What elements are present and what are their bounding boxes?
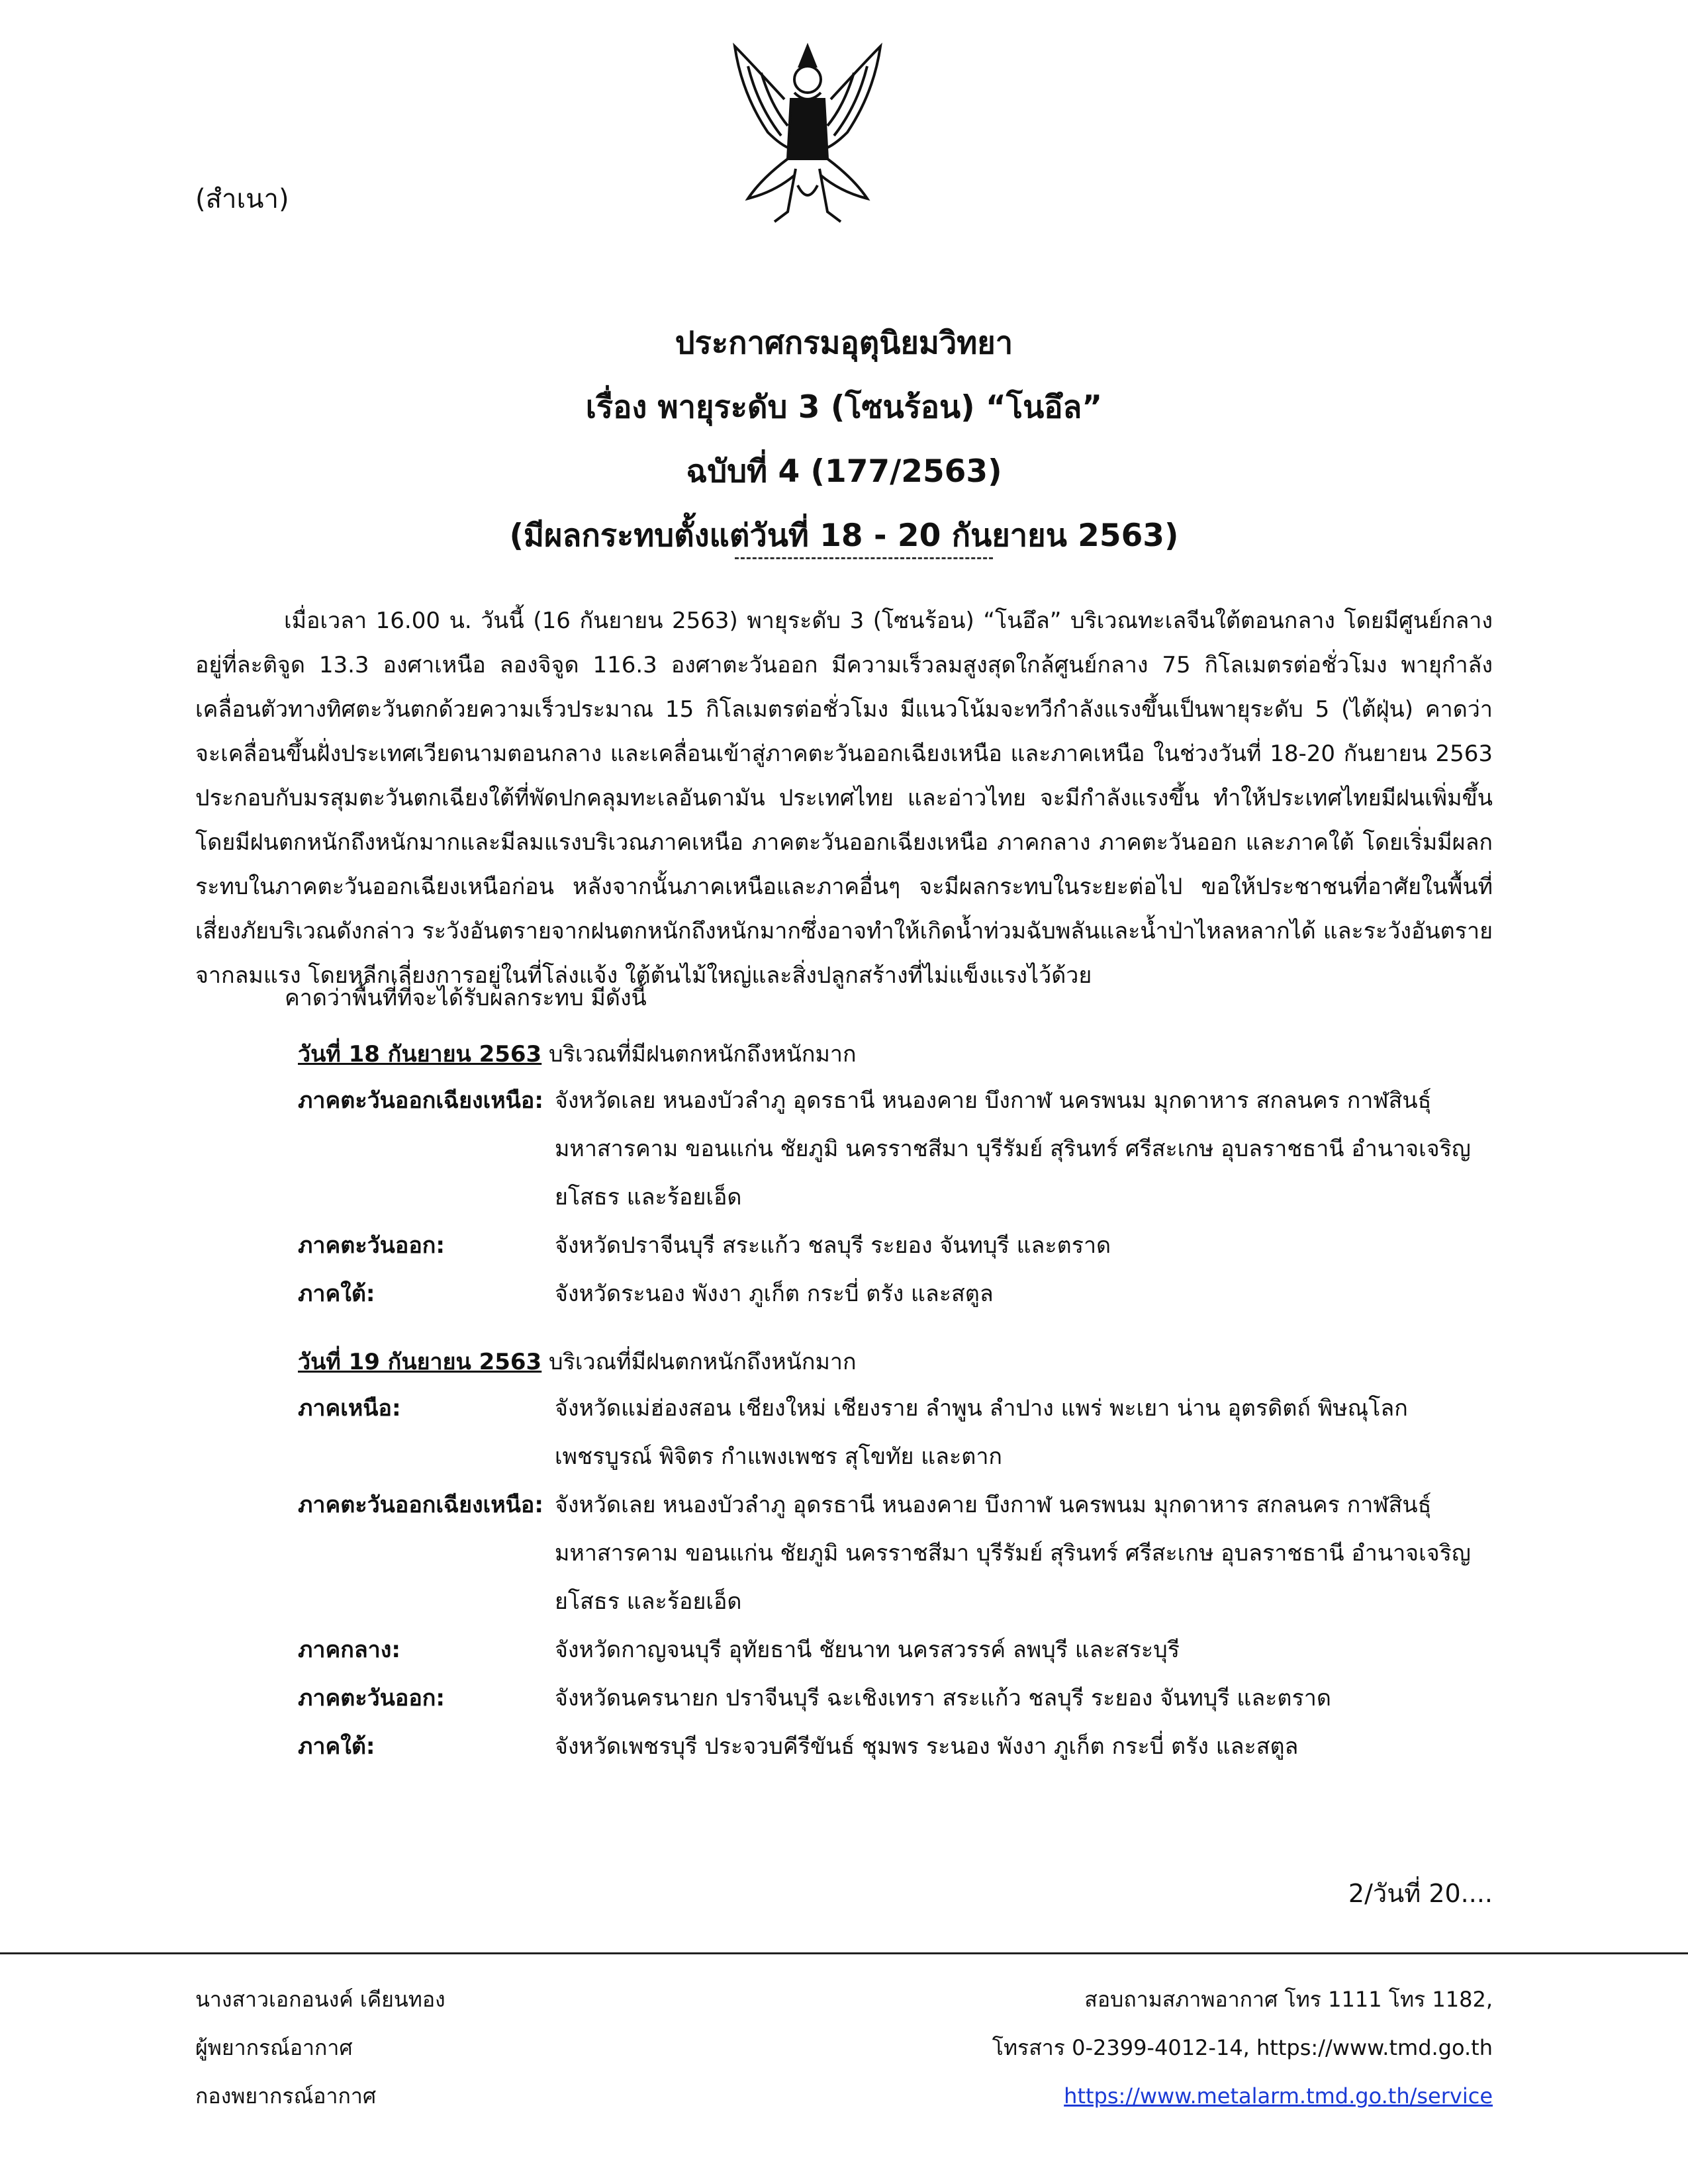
title-block <box>0 311 1688 568</box>
footer-divider <box>0 1952 1688 1954</box>
region-name: ภาคใต้: <box>298 1733 375 1760</box>
region-row <box>298 1270 1489 1318</box>
next-page-indicator: 2/วันที่ 20.... <box>1348 1879 1493 1908</box>
dashed-divider <box>735 557 993 559</box>
day-section-18 <box>298 1032 1489 1318</box>
region-provinces: จังหวัดเลย หนองบัวลำภู อุดรธานี หนองคาย บึงกาฬ นครพนม มุกดาหาร สกลนคร กาฬสินธุ์ มหาสารคาม ขอนแก่น ชัยภูมิ นครราชสีมา บุรีรัมย์ สุรินทร์ ศรีสะเกษ อุบลราชธานี อำนาจเจริญ ยโสธร และร้อยเอ็ด <box>555 1492 1471 1615</box>
region-row <box>298 1077 1489 1222</box>
region-row <box>298 1222 1489 1270</box>
copy-label: (สำเนา) <box>195 184 289 214</box>
main-paragraph: เมื่อเวลา 16.00 น. วันนี้ (16 กันยายน 2563) พายุระดับ 3 (โซนร้อน) “โนอึล” บริเวณทะเลจีนใต้ตอนกลาง โดยมีศูนย์กลางอยู่ที่ละติจูด 13.3 องศาเหนือ ลองจิจูด 116.3 องศาตะวันออก มีความเร็วลมสูงสุดใกล้ศูนย์กลาง 75 กิโลเมตรต่อชั่วโมง พายุกำลังเคลื่อนตัวทางทิศตะวันตกด้วยความเร็วประมาณ 15 กิโลเมตรต่อชั่วโมง มีแนวโน้มจะทวีกำลังแรงขึ้นเป็นพายุระดับ 5 (ไต้ฝุ่น) คาดว่า จะเคลื่อนขึ้นฝั่งประเทศเวียดนามตอนกลาง และเคลื่อนเข้าสู่ภาคตะวันออกเฉียงเหนือ และภาคเหนือ ในช่วงวันที่ 18-20 กันยายน 2563 ประกอบกับมรสุมตะวันตกเฉียงใต้ที่พัดปกคลุมทะเลอันดามัน ประเทศไทย และอ่าวไทย จะมีกำลังแรงขึ้น ทำให้ประเทศไทยมีฝนเพิ่มขึ้น โดยมีฝนตกหนักถึงหนักมากและมีลมแรงบริเวณภาคเหนือ ภาคตะวันออกเฉียงเหนือ ภาคกลาง ภาคตะวันออก และภาคใต้ โดยเริ่มมีผลกระทบในภาคตะวันออกเฉียงเหนือก่อน หลังจากนั้นภาคเหนือและภาคอื่นๆ จะมีผลกระทบในระยะต่อไป ขอให้ประชาชนที่อาศัยในพื้นที่เสี่ยงภัยบริเวณดังกล่าว ระวังอันตรายจากฝนตกหนักถึงหนักมากซึ่งอาจทำให้เกิดน้ำท่วมฉับพลันและน้ำป่าไหลหลากได้ และระวังอันตรายจากลมแรง โดยหลีกเลี่ยงการอยู่ในที่โล่งแจ้ง ใต้ต้นไม้ใหญ่และสิ่งปลูกสร้างที่ไม่แข็งแรงไว้ด้วย <box>195 608 1493 989</box>
day-description: บริเวณที่มีฝนตกหนักถึงหนักมาก <box>541 1041 857 1068</box>
contact-fax-website: โทรสาร 0-2399-4012-14, https://www.tmd.go.th <box>992 2035 1493 2060</box>
region-name: ภาคกลาง: <box>298 1637 400 1663</box>
region-row <box>298 1481 1489 1626</box>
region-provinces: จังหวัดแม่ฮ่องสอน เชียงใหม่ เชียงราย ลำพูน ลำปาง แพร่ พะเยา น่าน อุตรดิตถ์ พิษณุโลก เพชรบูรณ์ พิจิตร กำแพงเพชร สุโขทัย และตาก <box>555 1395 1408 1470</box>
day-section-19 <box>298 1340 1489 1771</box>
region-row <box>298 1385 1489 1481</box>
region-provinces: จังหวัดนครนายก ปราจีนบุรี ฉะเชิงเทรา สระแก้ว ชลบุรี ระยอง จันทบุรี และตราด <box>555 1685 1331 1711</box>
forecaster-position: ผู้พยากรณ์อากาศ <box>195 2035 353 2060</box>
announcement-title: ประกาศกรมอุตุนิยมวิทยา <box>675 325 1013 361</box>
footer-contact <box>992 1976 1493 2120</box>
region-row <box>298 1723 1489 1771</box>
day-description: บริเวณที่มีฝนตกหนักถึงหนักมาก <box>541 1349 857 1375</box>
announcement-subject: เรื่อง พายุระดับ 3 (โซนร้อน) “โนอึล” <box>585 389 1103 426</box>
region-name: ภาคตะวันออกเฉียงเหนือ: <box>298 1492 543 1518</box>
day-date: วันที่ 19 กันยายน 2563 <box>298 1349 542 1375</box>
region-name: ภาคตะวันออกเฉียงเหนือ: <box>298 1087 543 1114</box>
affected-areas-intro: คาดว่าพื้นที่ที่จะได้รับผลกระทบ มีดังนี้ <box>285 985 647 1011</box>
region-provinces: จังหวัดเพชรบุรี ประจวบคีรีขันธ์ ชุมพร ระนอง พังงา ภูเก็ต กระบี่ ตรัง และสตูล <box>555 1733 1299 1760</box>
region-name: ภาคตะวันออก: <box>298 1232 445 1259</box>
region-name: ภาคตะวันออก: <box>298 1685 445 1711</box>
forecaster-division: กองพยากรณ์อากาศ <box>195 2083 377 2109</box>
contact-phone: สอบถามสภาพอากาศ โทร 1111 โทร 1182, <box>1084 1987 1493 2012</box>
region-provinces: จังหวัดระนอง พังงา ภูเก็ต กระบี่ ตรัง และสตูล <box>555 1281 994 1307</box>
region-provinces: จังหวัดเลย หนองบัวลำภู อุดรธานี หนองคาย บึงกาฬ นครพนม มุกดาหาร สกลนคร กาฬสินธุ์ มหาสารคาม ขอนแก่น ชัยภูมิ นครราชสีมา บุรีรัมย์ สุรินทร์ ศรีสะเกษ อุบลราชธานี อำนาจเจริญ ยโสธร และร้อยเอ็ด <box>555 1087 1471 1210</box>
day-heading <box>298 1340 1489 1385</box>
service-link[interactable]: https://www.metalarm.tmd.go.th/service <box>1064 2083 1493 2109</box>
region-name: ภาคเหนือ: <box>298 1395 401 1422</box>
region-provinces: จังหวัดปราจีนบุรี สระแก้ว ชลบุรี ระยอง จันทบุรี และตราด <box>555 1232 1111 1259</box>
garuda-emblem-icon <box>722 33 894 232</box>
day-heading <box>298 1032 1489 1077</box>
region-provinces: จังหวัดกาญจนบุรี อุทัยธานี ชัยนาท นครสวรรค์ ลพบุรี และสระบุรี <box>555 1637 1180 1663</box>
region-row <box>298 1674 1489 1723</box>
announcement-issue: ฉบับที่ 4 (177/2563) <box>686 453 1002 490</box>
region-row <box>298 1626 1489 1674</box>
footer-signatory <box>195 1976 445 2120</box>
forecaster-name: นางสาวเอกอนงค์ เคียนทอง <box>195 1987 445 2012</box>
announcement-effective-period: (มีผลกระทบตั้งแต่วันที่ 18 - 20 กันยายน 2563) <box>509 518 1179 554</box>
region-name: ภาคใต้: <box>298 1281 375 1307</box>
day-date: วันที่ 18 กันยายน 2563 <box>298 1041 542 1068</box>
